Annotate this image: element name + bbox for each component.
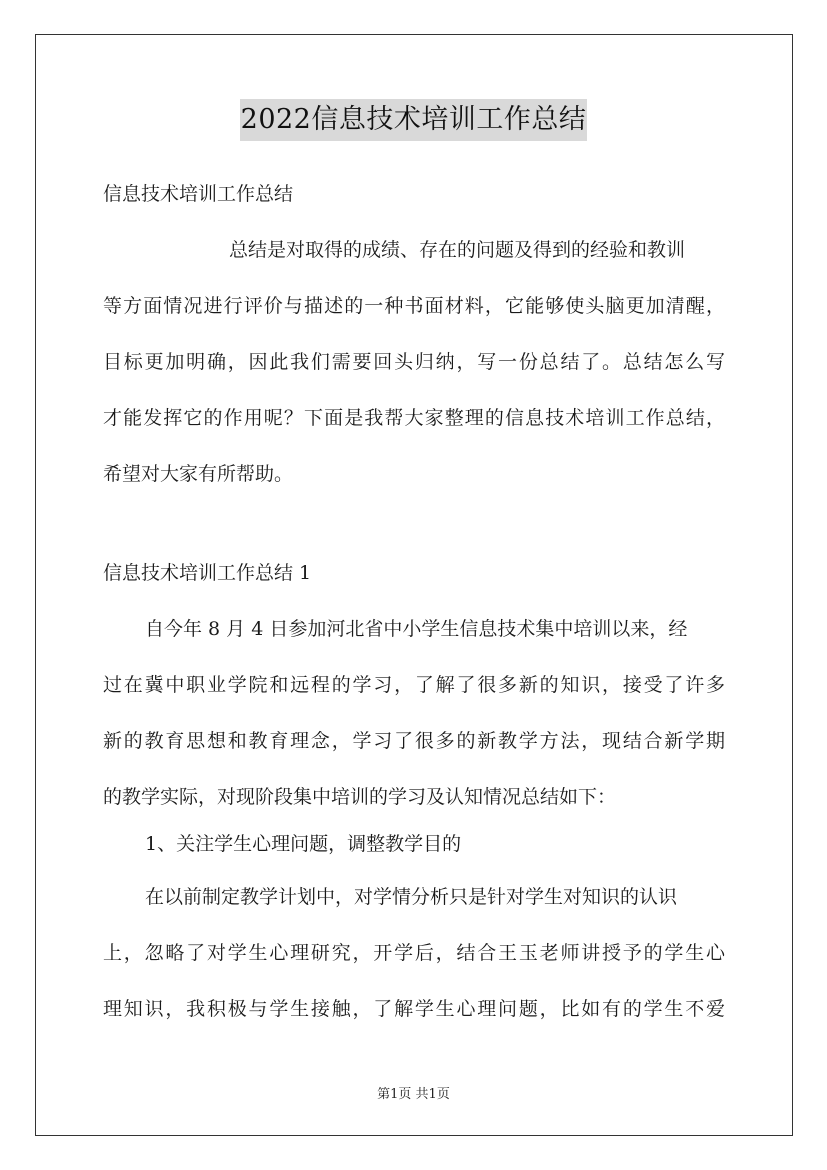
intro-line-3: 目标更加明确，因此我们需要回头归纳，写一份总结了。总结怎么写 xyxy=(103,351,725,373)
body-line-2: 过在冀中职业学院和远程的学习，了解了很多新的知识，接受了许多 xyxy=(103,674,725,696)
body-line-1: 自今年 8 月 4 日参加河北省中小学生信息技术集中培训以来，经 xyxy=(145,618,688,640)
intro-line-1: 总结是对取得的成绩、存在的问题及得到的经验和教训 xyxy=(229,239,686,261)
document-title: 2022信息技术培训工作总结 xyxy=(240,99,588,141)
title-container xyxy=(0,99,827,141)
item-line-3: 理知识，我积极与学生接触，了解学生心理问题，比如有的学生不爱 xyxy=(103,998,725,1020)
document-subtitle: 信息技术培训工作总结 xyxy=(103,183,294,205)
item-line-2: 上，忽略了对学生心理研究，开学后，结合王玉老师讲授予的学生心 xyxy=(103,942,725,964)
body-line-4: 的教学实际，对现阶段集中培训的学习及认知情况总结如下： xyxy=(103,786,617,808)
intro-line-4: 才能发挥它的作用呢？下面是我帮大家整理的信息技术培训工作总结， xyxy=(103,407,725,429)
intro-line-2: 等方面情况进行评价与描述的一种书面材料，它能够使头脑更加清醒， xyxy=(103,295,725,317)
page-footer: 第1页 共1页 xyxy=(377,1087,450,1102)
item-line-1: 在以前制定教学计划中，对学情分析只是针对学生对知识的认识 xyxy=(145,886,678,908)
intro-line-5: 希望对大家有所帮助。 xyxy=(103,463,294,485)
item-heading: 1、关注学生心理问题，调整教学目的 xyxy=(145,833,462,855)
section-heading: 信息技术培训工作总结 1 xyxy=(103,562,312,584)
body-line-3: 新的教育思想和教育理念，学习了很多的新教学方法，现结合新学期 xyxy=(103,730,725,752)
